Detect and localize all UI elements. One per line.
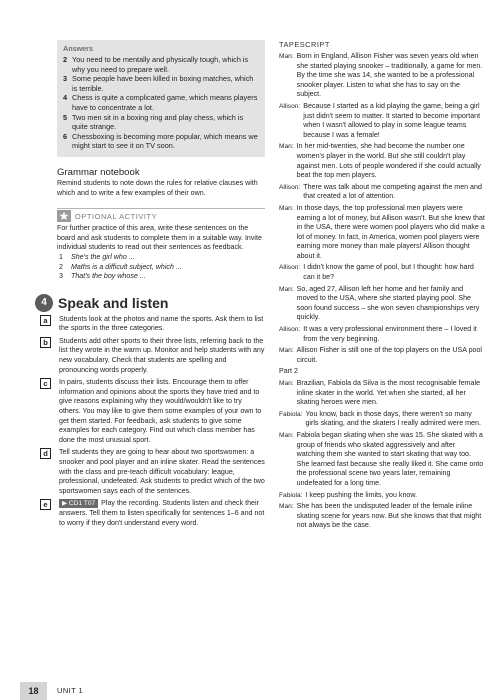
speaker-name: Man: — [279, 503, 294, 511]
dialogue-line — [279, 263, 485, 282]
speaker-name: Allison: — [279, 183, 301, 191]
speaker-name: Fabiola: — [279, 410, 303, 418]
tapescript-part2 — [279, 379, 485, 531]
task-text: Students look at the photos and name the sports. Ask them to list the sports in the three categories. — [59, 314, 264, 333]
dialogue-text: She has been the undisputed leader of the female inline skating scene for years now. But she knows that that might not always be the case. — [296, 502, 482, 530]
optional-activity-item — [57, 263, 265, 273]
item-number: 2 — [59, 262, 63, 271]
answer-text: Chessboxing is becoming more popular, which means we might start to see it on TV soon. — [72, 131, 258, 151]
star-icon — [57, 210, 71, 222]
speaker-name: Man: — [279, 380, 294, 387]
dialogue-text: You know, back in those days, there weren't so many girls skating, and the skaters I really admired were men. — [305, 409, 481, 428]
left-column — [41, 40, 265, 528]
speaker-name: Man: — [279, 285, 294, 293]
page-footer — [0, 682, 500, 700]
answer-text: Two men sit in a boxing ring and play chess, which is quite strange. — [72, 112, 244, 132]
speaker-name: Man: — [279, 53, 294, 60]
dialogue-line — [279, 346, 485, 365]
task-text: Tell students they are going to hear about two sportswomen: a snooker and pool player and an inline skater. Read the sentences with the class and pre-teach difficult vocabulary: league, professional, undefeated. Ask students to predict which of the two sportswomen says each of the sentences. — [59, 448, 265, 495]
answer-number: 3 — [63, 74, 68, 84]
task-text: Students add other sports to their three lists, referring back to the list they wrote in the warm up. Monitor and help students with any new vocabulary. Check that students are spelling and pronouncing words properly. — [59, 336, 265, 374]
grammar-notebook-text: Remind students to note down the rules for relative clauses with which and to write a few examples of their own. — [57, 178, 258, 197]
dialogue-line — [279, 502, 485, 531]
answer-text: Some people have been killed in boxing matches, which is terrible. — [72, 74, 254, 93]
dialogue-text: Brazilian, Fabiola da Silva is the most recognisable female inline skater in the world. Yet when she started, all her skating heroes were men. — [296, 379, 481, 407]
answers-title: Answers — [63, 44, 93, 53]
grammar-notebook-title: Grammar notebook — [57, 166, 140, 178]
tapescript-part2-label: Part 2 — [279, 367, 298, 376]
dialogue-text: Fabiola began skating when she was 15. She skated with a group of friends who skated aggressively and after watching them she wanted to start skating that way too. She learned fast because she really liked it. She came onto the professional scene two years later, remaining undefeated for a long time. — [296, 430, 484, 487]
optional-activity-item — [57, 272, 265, 282]
answer-number: 6 — [63, 131, 68, 141]
task-item — [43, 336, 265, 375]
task-label: d — [40, 448, 51, 459]
task-item — [43, 378, 265, 445]
dialogue-line — [279, 102, 485, 140]
tapescript-title: TAPESCRIPT — [279, 40, 330, 49]
dialogue-line — [279, 52, 485, 100]
speaker-name: Man: — [279, 431, 294, 439]
task-text-wrap — [59, 378, 265, 445]
dialogue-text: There was talk about me competing against the men and that created a lot of attention. — [303, 182, 482, 201]
task-label: c — [40, 378, 51, 389]
dialogue-line — [279, 410, 485, 429]
optional-activity-text: For further practice of this area, write these sentences on the board and ask students to complete them in a suitable way. Invite individual students to read out their sentences as feedback. — [57, 224, 262, 252]
answers-list — [63, 55, 259, 151]
page-number: 18 — [20, 682, 47, 700]
dialogue-line — [279, 142, 485, 180]
answer-number: 2 — [63, 55, 68, 64]
dialogue-line — [279, 285, 485, 323]
task-label: b — [40, 337, 51, 348]
task-item — [43, 448, 265, 496]
speaker-name: Allison: — [279, 326, 301, 334]
task-text-wrap — [59, 337, 265, 375]
answer-number: 5 — [63, 112, 68, 122]
unit-label: UNIT 1 — [57, 686, 84, 695]
item-number: 1 — [59, 252, 63, 261]
dialogue-text: In her mid-twenties, she had become the number one women's player in the world. But she still couldn't play against men. Lots of people wondered if she could actually beat the top men players. — [296, 142, 481, 180]
optional-activity-list — [57, 253, 265, 282]
speaker-name: Man: — [279, 204, 294, 212]
dialogue-line — [279, 204, 485, 262]
task-text-wrap — [59, 499, 265, 528]
dialogue-text: Born in England, Allison Fisher was seven years old when she started playing snooker – traditionally, a game for men. By the time she was 14, she wanted to be a professional snooker player. Listen to what she has to say on the subject. — [296, 52, 483, 99]
task-list — [43, 314, 265, 528]
item-text: That's the boy whose ... — [71, 272, 146, 281]
optional-activity-title: OPTIONAL ACTIVITY — [75, 211, 158, 221]
answer-text: Chess is quite a complicated game, which means players have to concentrate a lot. — [72, 93, 258, 112]
task-text: In pairs, students discuss their lists. Encourage them to offer information and opinions about the sports they have tried and to give reasons explaining why they would/wouldn't like to try others. You may like to give them some examples of your own to get them started. For feedback, ask students to give some examples for each category. Find out which class member has done the most unusual sport. — [59, 378, 262, 444]
item-text: She's the girl who ... — [71, 252, 135, 261]
task-label: e — [40, 499, 51, 510]
item-number: 3 — [59, 272, 63, 281]
task-item — [43, 314, 265, 334]
tapescript-part1 — [279, 52, 485, 365]
answer-item — [63, 132, 259, 151]
dialogue-line — [279, 379, 485, 408]
answer-item — [63, 113, 259, 132]
dialogue-line — [279, 431, 485, 489]
item-text: Maths is a difficult subject, which ... — [71, 262, 182, 271]
dialogue-text: Because I started as a kid playing the game, being a girl just didn't seem to matter. It started to become important when I wasn't allowed to play in some league teams because I was a female! — [303, 101, 481, 139]
answer-number: 4 — [63, 93, 68, 103]
dialogue-text: It was a very professional environment there – I loved it from the very beginning. — [303, 325, 477, 343]
speaker-name: Fabiola: — [279, 491, 303, 499]
dialogue-text: So, aged 27, Allison left her home and her family and moved to the USA, where she started playing pool. She soon found success – she won seven championships very quickly. — [296, 284, 480, 322]
dialogue-line — [279, 491, 485, 501]
dialogue-text: In those days, the top professional men players were earning a lot of money, but Allison wasn't. But she knew that in the USA, there were women pool players who did make a lot of money. In fact, in America, women pool players were earning more money than male players! Allison thought about it. — [296, 203, 485, 260]
dialogue-line — [279, 183, 485, 202]
answer-text: You need to be mentally and physically tough, which is why you need to prepare well. — [72, 55, 249, 74]
task-label: a — [40, 315, 51, 326]
dialogue-text: Allison Fisher is still one of the top players on the USA pool circuit. — [296, 346, 482, 364]
task-text: Play the recording. Students listen and check their answers. Tell them to listen specifically for sentences 1–6 and not to worry if they don't understand every word. — [59, 499, 265, 527]
task-item — [43, 499, 265, 528]
speaker-name: Man: — [279, 347, 294, 355]
optional-activity-item — [57, 253, 265, 263]
answers-box — [57, 40, 265, 157]
answer-item — [63, 74, 259, 93]
cd-track-label: CD1 T07 — [68, 500, 96, 508]
section-header — [41, 294, 265, 312]
section-number-badge: 4 — [35, 294, 53, 312]
answer-item — [63, 55, 259, 74]
task-text-wrap — [59, 315, 265, 334]
speaker-name: Allison: — [279, 264, 301, 272]
dialogue-line — [279, 325, 485, 344]
dialogue-text: I keep pushing the limits, you know. — [305, 490, 418, 499]
task-text-wrap — [59, 448, 265, 496]
speaker-name: Allison: — [279, 102, 301, 110]
dialogue-text: I didn't know the game of pool, but I thought: how hard can it be? — [303, 263, 474, 282]
right-column — [279, 40, 485, 533]
cd-track-badge[interactable] — [59, 499, 98, 508]
optional-activity-header — [57, 208, 265, 222]
section-title: Speak and listen — [58, 294, 169, 311]
play-icon: ▶ — [62, 500, 69, 508]
answer-item — [63, 93, 259, 112]
speaker-name: Man: — [279, 143, 294, 151]
